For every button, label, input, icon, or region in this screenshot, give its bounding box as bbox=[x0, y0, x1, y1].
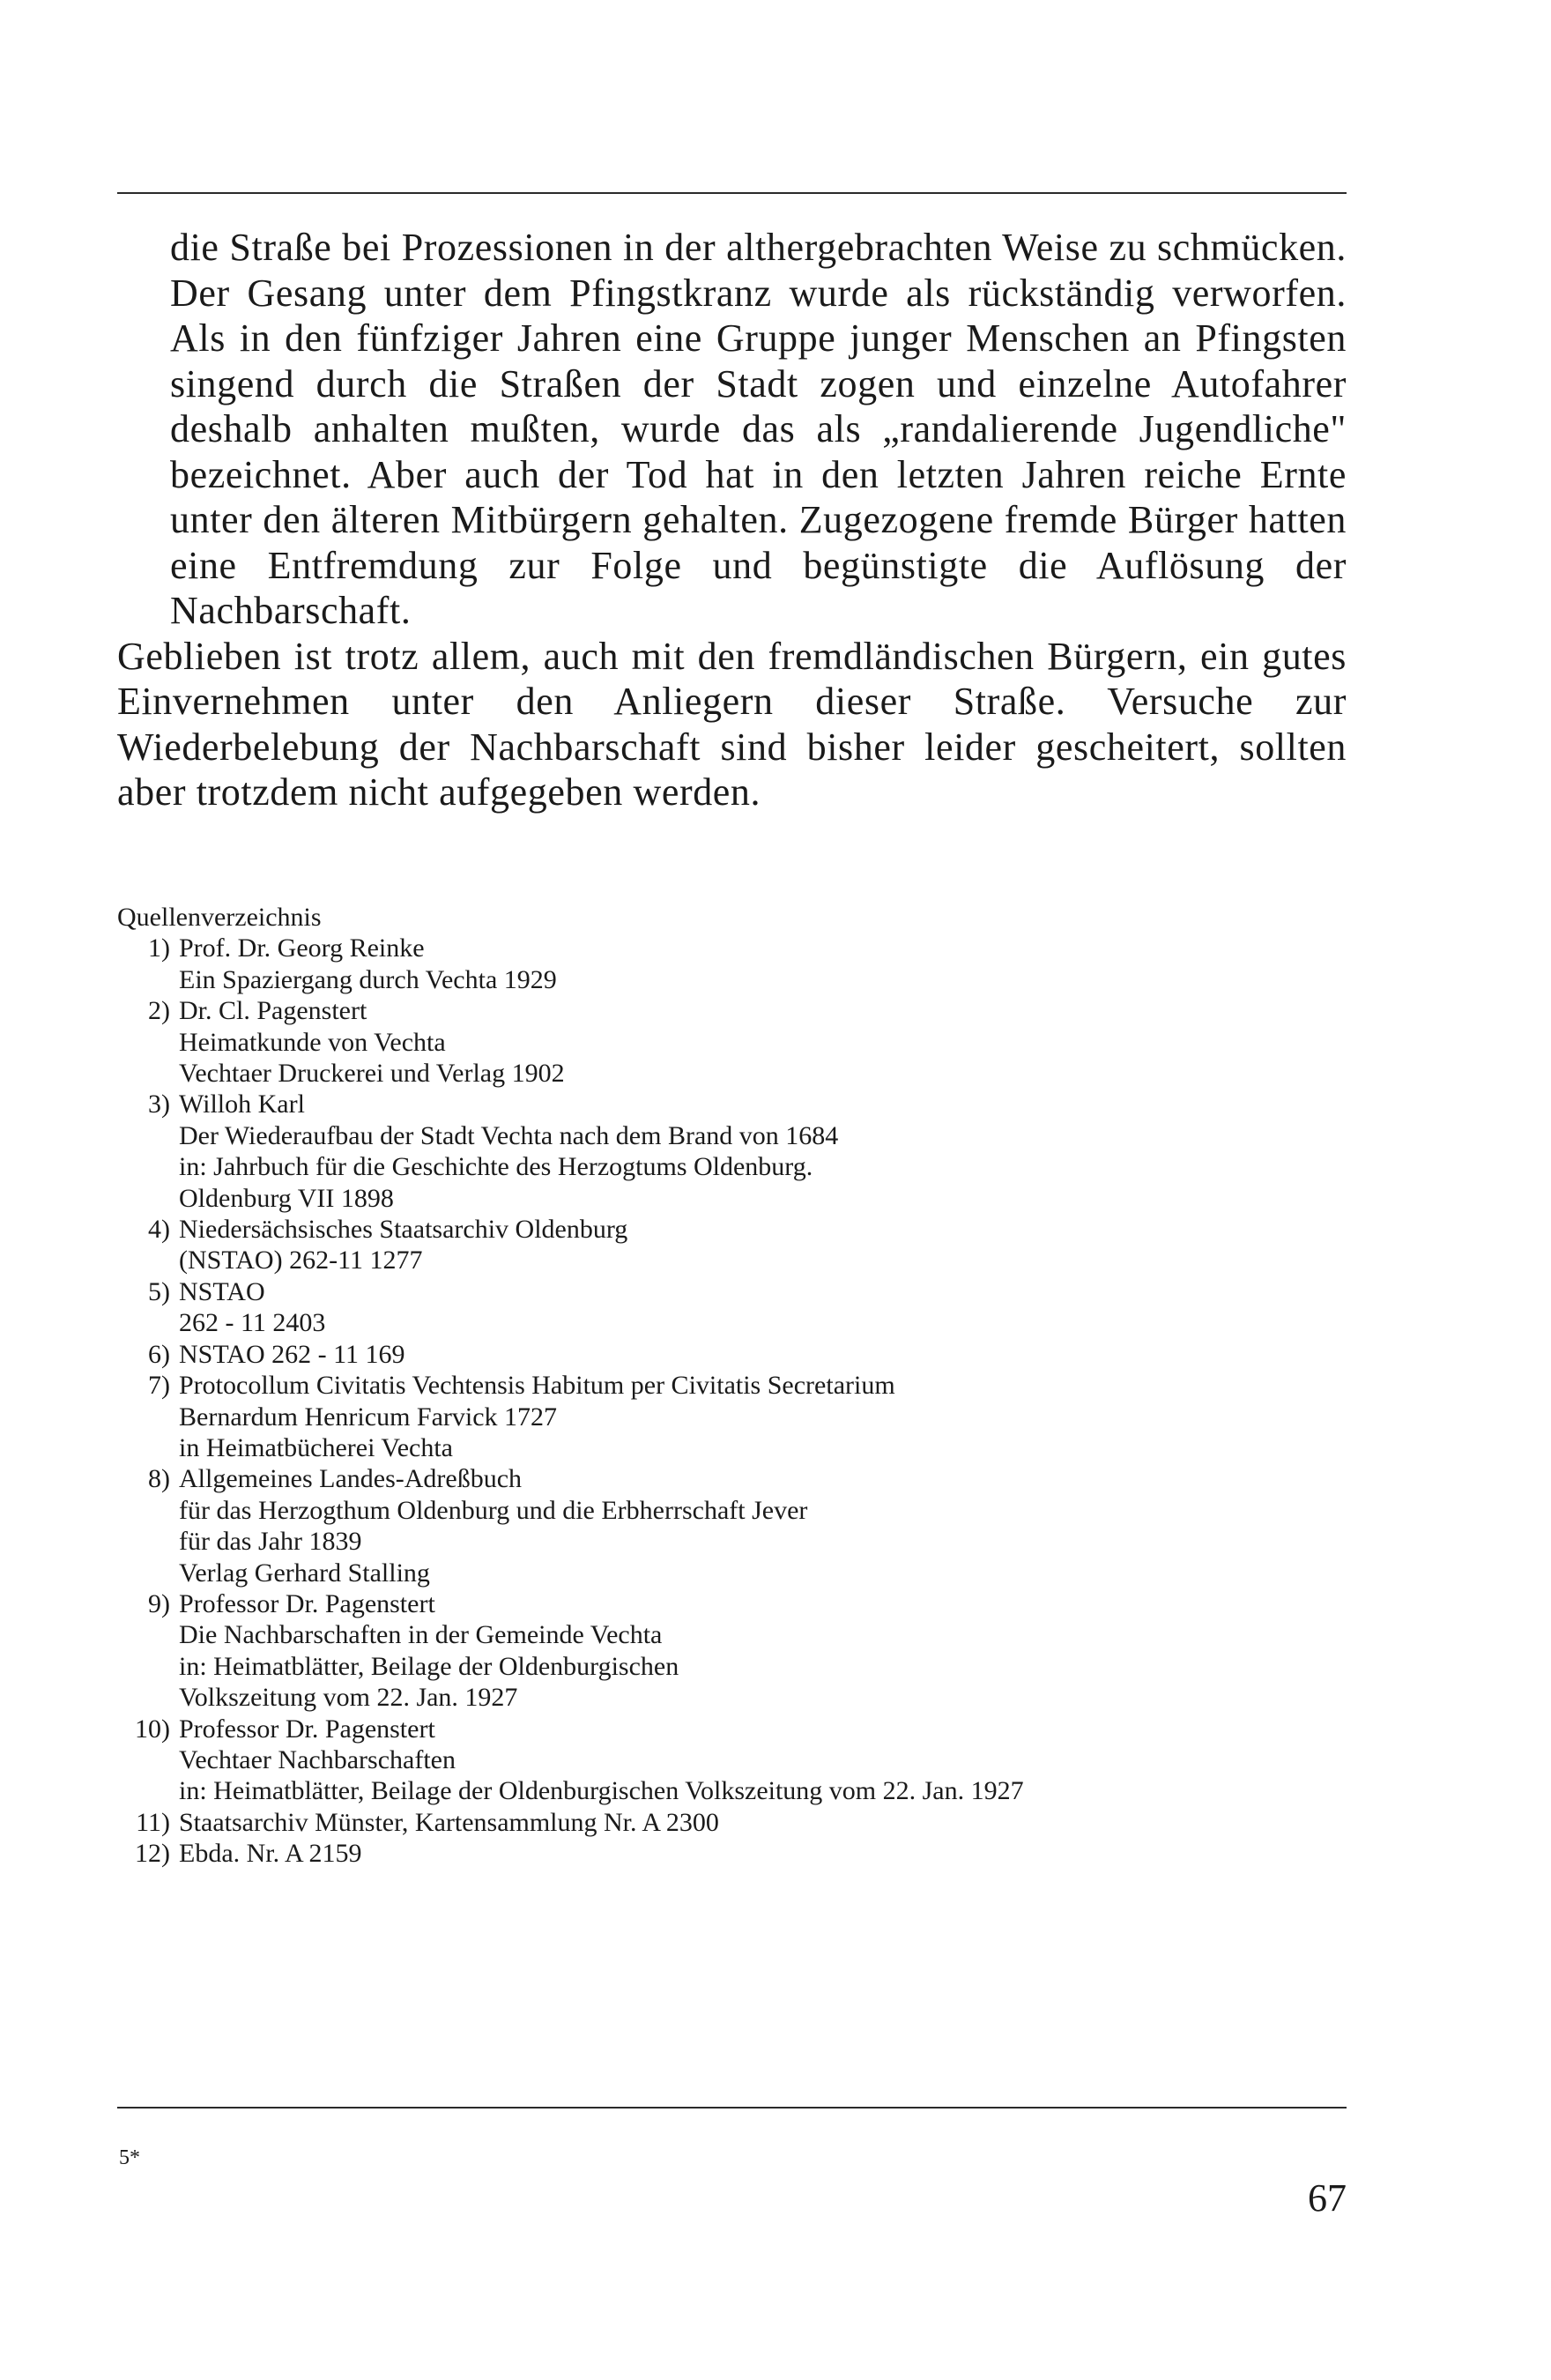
reference-item bbox=[117, 1588, 1369, 1714]
reference-line: Allgemeines Landes-Adreßbuch bbox=[179, 1464, 523, 1494]
body-text bbox=[117, 225, 1347, 815]
reference-item bbox=[117, 995, 1369, 1089]
reference-text bbox=[179, 1214, 1369, 1276]
reference-line: (NSTAO) 262-11 1277 bbox=[179, 1246, 423, 1276]
reference-line: Vechtaer Druckerei und Verlag 1902 bbox=[179, 1059, 565, 1089]
reference-item bbox=[117, 1463, 1369, 1588]
bottom-rule bbox=[117, 2107, 1347, 2109]
reference-text bbox=[179, 1370, 1369, 1463]
reference-line: Die Nachbarschaften in der Gemeinde Vechta bbox=[179, 1620, 663, 1650]
reference-number: 1) bbox=[148, 933, 170, 963]
printer-signature: 5* bbox=[119, 2146, 140, 2169]
references-title: Quellenverzeichnis bbox=[117, 903, 322, 932]
reference-line: Oldenburg VII 1898 bbox=[179, 1183, 394, 1213]
reference-text bbox=[179, 1807, 1369, 1838]
reference-line: in Heimatbücherei Vechta bbox=[179, 1432, 453, 1462]
reference-number: 5) bbox=[148, 1276, 170, 1306]
reference-text bbox=[179, 1463, 1369, 1588]
reference-line: Niedersächsisches Staatsarchiv Oldenburg bbox=[179, 1215, 628, 1245]
reference-item bbox=[117, 1089, 1369, 1214]
reference-line: in: Jahrbuch für die Geschichte des Herzogtums Oldenburg. bbox=[179, 1152, 813, 1182]
reference-line: 262 - 11 2403 bbox=[179, 1308, 326, 1338]
reference-number: 4) bbox=[148, 1215, 170, 1245]
reference-item bbox=[117, 1276, 1369, 1339]
reference-number: 10) bbox=[135, 1714, 170, 1744]
references-section bbox=[117, 902, 1369, 1870]
reference-item bbox=[117, 1807, 1369, 1838]
reference-number: 7) bbox=[148, 1371, 170, 1401]
reference-text bbox=[179, 1714, 1369, 1807]
reference-line: Volkszeitung vom 22. Jan. 1927 bbox=[179, 1683, 518, 1713]
reference-text bbox=[179, 1276, 1369, 1339]
body-paragraph: Geblieben ist trotz allem, auch mit den fremdländischen Bürgern, ein gutes Einvernehmen unter den Anliegern dieser Straße. Versuche zur Wiederbelebung der Nachbarschaft sind bisher leider gescheitert, sollten aber trotzdem nicht aufgegeben werden. bbox=[117, 634, 1347, 814]
body-paragraph: die Straße bei Prozessionen in der althergebrachten Weise zu schmücken. Der Gesang unter dem Pfingstkranz wurde als rückständig verworfen. Als in den fünfziger Jahren eine Gruppe junger Menschen an Pfingsten singend durch die Straßen der Stadt zogen und einzelne Autofahrer deshalb anhalten mußten, wurde das als „randalierende Jugendliche" bezeichnet. Aber auch der Tod hat in den letzten Jahren reiche Ernte unter den älteren Mitbürgern gehalten. Zugezogene fremde Bürger hatten eine Entfremdung zur Folge und begünstigte die Auflösung der Nachbarschaft. bbox=[170, 226, 1347, 632]
page-number: 67 bbox=[1308, 2176, 1347, 2220]
reference-number: 8) bbox=[148, 1464, 170, 1494]
reference-item bbox=[117, 1214, 1369, 1276]
reference-line: Heimatkunde von Vechta bbox=[179, 1027, 446, 1057]
reference-line: Staatsarchiv Münster, Kartensammlung Nr. A 2300 bbox=[179, 1807, 719, 1837]
reference-number: 11) bbox=[136, 1807, 170, 1837]
reference-item bbox=[117, 1370, 1369, 1463]
reference-line: in: Heimatblätter, Beilage der Oldenburgischen bbox=[179, 1651, 679, 1681]
reference-line: Vechtaer Nachbarschaften bbox=[179, 1744, 456, 1774]
reference-line: NSTAO 262 - 11 169 bbox=[179, 1339, 405, 1369]
reference-item bbox=[117, 1339, 1369, 1370]
reference-line: Verlag Gerhard Stalling bbox=[179, 1558, 430, 1588]
reference-line: Professor Dr. Pagenstert bbox=[179, 1588, 435, 1618]
reference-item bbox=[117, 1838, 1369, 1869]
reference-text bbox=[179, 1588, 1369, 1714]
reference-number: 12) bbox=[135, 1839, 170, 1869]
references-list bbox=[117, 933, 1369, 1869]
reference-line: Ebda. Nr. A 2159 bbox=[179, 1839, 362, 1869]
reference-line: in: Heimatblätter, Beilage der Oldenburgischen Volkszeitung vom 22. Jan. 1927 bbox=[179, 1776, 1024, 1806]
reference-line: Ein Spaziergang durch Vechta 1929 bbox=[179, 964, 557, 994]
reference-text bbox=[179, 995, 1369, 1089]
reference-line: Der Wiederaufbau der Stadt Vechta nach dem Brand von 1684 bbox=[179, 1120, 839, 1150]
reference-line: für das Herzogthum Oldenburg und die Erbherrschaft Jever bbox=[179, 1495, 808, 1525]
reference-line: NSTAO bbox=[179, 1276, 265, 1306]
reference-line: Protocollum Civitatis Vechtensis Habitum per Civitatis Secretarium bbox=[179, 1371, 895, 1401]
top-rule bbox=[117, 192, 1347, 194]
reference-text bbox=[179, 1089, 1369, 1214]
reference-item bbox=[117, 1714, 1369, 1807]
reference-text bbox=[179, 933, 1369, 995]
reference-line: Dr. Cl. Pagenstert bbox=[179, 996, 367, 1026]
reference-line: für das Jahr 1839 bbox=[179, 1527, 362, 1557]
reference-number: 3) bbox=[148, 1090, 170, 1119]
reference-line: Willoh Karl bbox=[179, 1090, 305, 1119]
reference-text bbox=[179, 1339, 1369, 1370]
reference-number: 6) bbox=[148, 1339, 170, 1369]
reference-number: 2) bbox=[148, 996, 170, 1026]
reference-number: 9) bbox=[148, 1588, 170, 1618]
reference-text bbox=[179, 1838, 1369, 1869]
reference-line: Professor Dr. Pagenstert bbox=[179, 1714, 435, 1744]
reference-item bbox=[117, 933, 1369, 995]
reference-line: Prof. Dr. Georg Reinke bbox=[179, 933, 425, 963]
reference-line: Bernardum Henricum Farvick 1727 bbox=[179, 1402, 558, 1432]
